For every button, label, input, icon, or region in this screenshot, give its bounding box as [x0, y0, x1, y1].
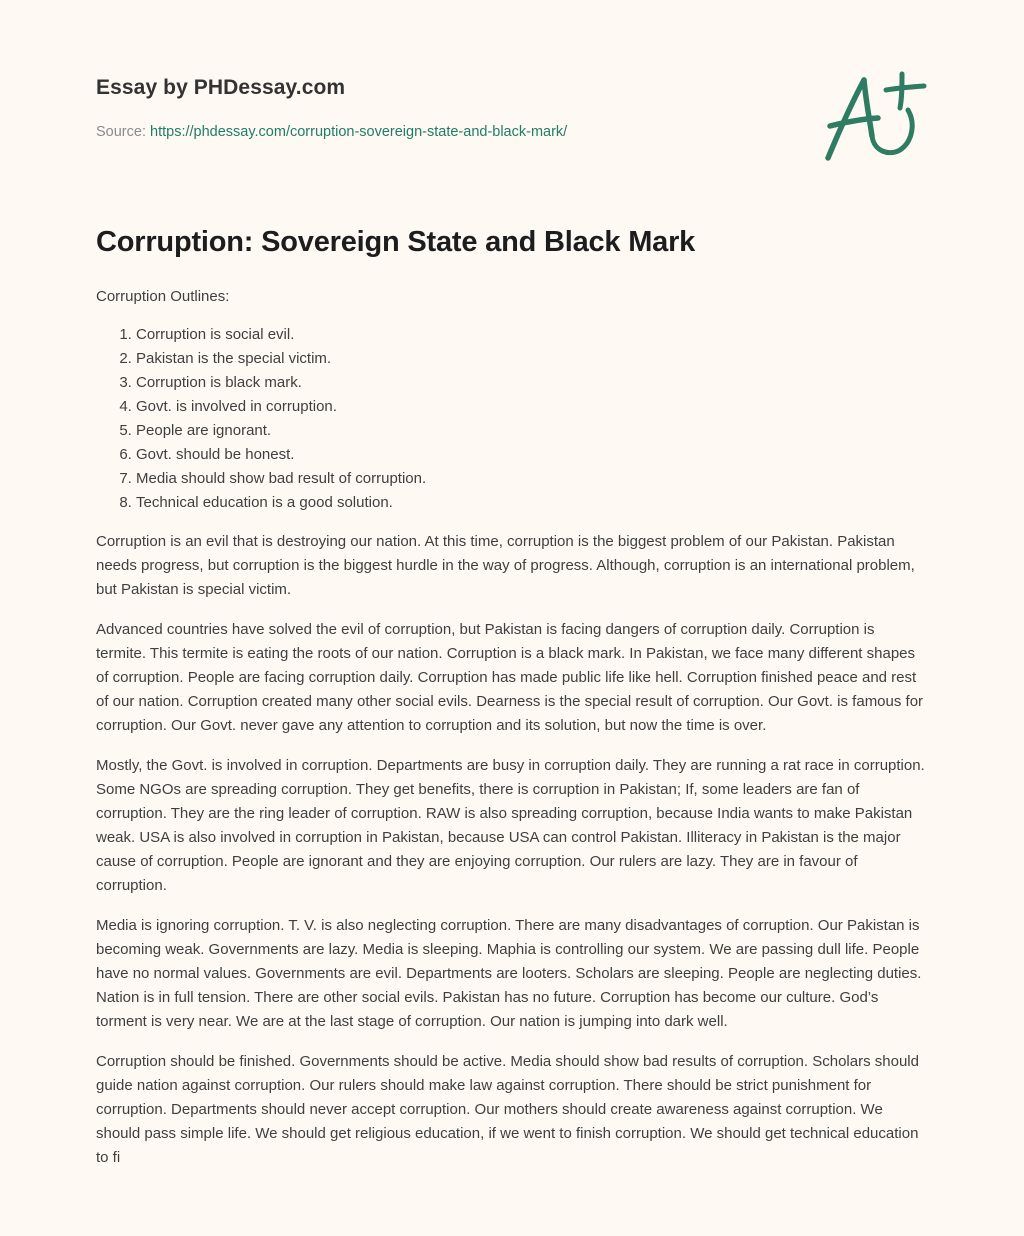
source-label: Source:	[96, 124, 146, 140]
outline-item: 2. Pakistan is the special victim.	[136, 347, 928, 371]
outline-item: 6. Govt. should be honest.	[136, 443, 928, 467]
outline-item: 1. Corruption is social evil.	[136, 323, 928, 347]
essay-paragraph: Mostly, the Govt. is involved in corruption. Departments are busy in corruption daily. They are running a rat race in corruption. Some NGOs are spreading corruption. They get benefits, there is corruption in Pakistan; If, some leaders are fan of corruption. They are the ring leader of corruption. RAW is also spreading corruption, because India wants to make Pakistan weak. USA is also involved in corruption in Pakistan, because USA can control Pakistan. Illiteracy in Pakistan is the major cause of corruption. People are ignorant and they are enjoying corruption. Our rulers are lazy. They are in favour of corruption.	[96, 757, 925, 894]
a-plus-logo-icon	[820, 66, 930, 170]
page	[96, 0, 928, 1166]
site-header	[96, 0, 928, 200]
essay-paragraph: Advanced countries have solved the evil of corruption, but Pakistan is facing dangers of corruption daily. Corruption is termite. This termite is eating the roots of our nation. Corruption is a black mark. In Pakistan, we face many different shapes of corruption. People are facing corruption daily. Corruption has made public life like hell. Corruption finished peace and rest of our nation. Corruption created many other social evils. Dearness is the special result of corruption. Our Govt. is famous for corruption. Our Govt. never gave any attention to corruption and its solution, but now the time is over.	[96, 621, 924, 734]
outline-item: 3. Corruption is black mark.	[136, 371, 928, 395]
essay-content	[96, 285, 928, 1186]
outline-item: 7. Media should show bad result of corruption.	[136, 467, 928, 491]
outline-list	[96, 323, 928, 515]
essay-paragraph: Corruption is an evil that is destroying our nation. At this time, corruption is the biggest problem of our Pakistan. Pakistan needs progress, but corruption is the biggest hurdle in the way of progress. Although, corruption is an international problem, but Pakistan is special victim.	[96, 533, 915, 598]
outline-label: Corruption Outlines:	[96, 288, 230, 305]
source-line	[96, 124, 567, 140]
source-link[interactable]: https://phdessay.com/corruption-sovereign-state-and-black-mark/	[150, 124, 568, 140]
outline-item: 8. Technical education is a good solution.	[136, 491, 928, 515]
essay-paragraph: Corruption should be finished. Governments should be active. Media should show bad results of corruption. Scholars should guide nation against corruption. Our rulers should make law against corruption. There should be strict punishment for corruption. Departments should never accept corruption. Our mothers should create awareness against corruption. We should pass simple life. We should get religious education, if we went to finish corruption. We should get technical education to fi	[96, 1053, 919, 1166]
essay-paragraph: Media is ignoring corruption. T. V. is also neglecting corruption. There are many disadvantages of corruption. Our Pakistan is becoming weak. Governments are lazy. Media is sleeping. Maphia is controlling our system. We are passing dull life. People have no normal values. Governments are evil. Departments are looters. Scholars are sleeping. People are neglecting duties. Nation is in full tension. There are other social evils. Pakistan has no future. Corruption has become our culture. God’s torment is very near. We are at the last stage of corruption. Our nation is jumping into dark well.	[96, 917, 922, 1030]
essay-title: Corruption: Sovereign State and Black Mark	[96, 226, 696, 258]
site-title: Essay by PHDessay.com	[96, 76, 346, 99]
outline-item: 4. Govt. is involved in corruption.	[136, 395, 928, 419]
outline-item: 5. People are ignorant.	[136, 419, 928, 443]
